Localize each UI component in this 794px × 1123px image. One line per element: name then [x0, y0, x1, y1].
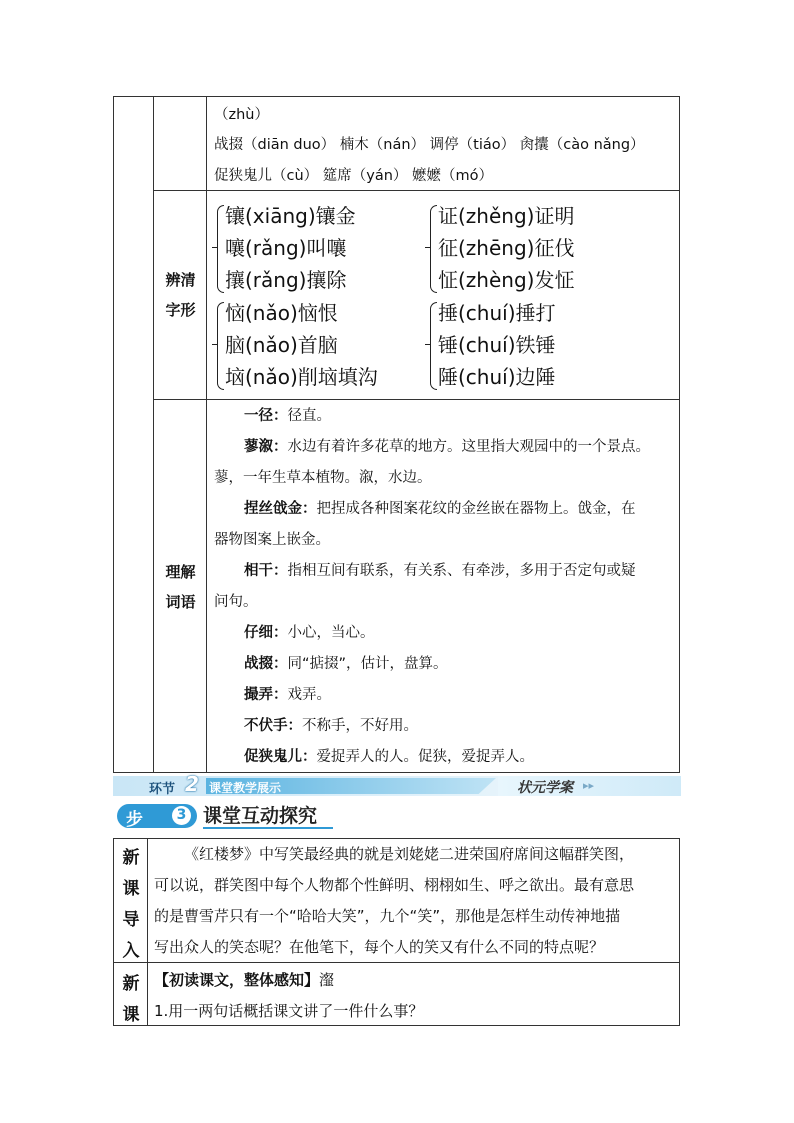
intro-label-char: 导 [122, 910, 140, 930]
vocab-entry: 一径：径直。 蓼溆：水边有着许多花草的地方。这里指大观园中的一个景点。 蓼，一年生草本植物。溆，水边。 捏丝戗金：把捏成各种图案花纹的金丝嵌在器物上。戗金，在 器物图案上嵌金。 相干：指相互间有联系，有关系、有牵涉，多用于否定句或疑 问句。 仔细：小心，当心。 战掇：同“掂掇”，估计，盘算。 撮弄：戏弄。 不伏手：不称手，不好用。 促狭鬼儿：爱捉弄人的人。促狭，爱捉弄人。 [214, 408, 650, 765]
glyph-item: 证(zhěng)证明 [438, 204, 575, 228]
brace [430, 205, 437, 293]
banner-prefix: 环节 [149, 782, 176, 797]
lesson-question: 1.用一两句话概括课文讲了一件什么事？ [154, 1002, 424, 1020]
glyph-item: 嚷(rǎng)叫嚷 [225, 236, 347, 260]
brace-tip [425, 247, 430, 248]
brand-logo: 状元学案 [517, 780, 573, 796]
glyph-item: 捶(chuí)捶打 [438, 301, 556, 325]
brace-tip [212, 344, 217, 345]
brand-arrow-icon: ▸▸ [583, 779, 595, 792]
intro-label-char: 课 [122, 879, 140, 899]
intro-label-char: 入 [122, 941, 140, 961]
brace [217, 205, 224, 293]
glyph-item: 恼(nǎo)恼恨 [225, 301, 338, 325]
banner-number: 2 [185, 772, 199, 796]
pinyin-line: （zhù） [214, 107, 269, 123]
glyph-item: 陲(chuí)边陲 [438, 365, 556, 389]
lesson-label-char: 新 [122, 974, 140, 994]
glyph-item: 攘(rǎng)攘除 [225, 268, 347, 292]
glyph-item: 锤(chuí)铁锤 [438, 333, 556, 357]
row-divider [154, 399, 679, 400]
step-label: 步骤 [126, 810, 143, 855]
brace [430, 302, 437, 390]
lesson-heading: 【初读课文，整体感知】 [154, 971, 320, 989]
brace-tip [425, 344, 430, 345]
step-underline [203, 827, 333, 829]
step-title: 课堂互动探究 [203, 805, 318, 827]
section-label-distinguish: 辨清 字形 [165, 271, 196, 319]
table-label-column [154, 97, 207, 772]
row-divider [154, 190, 679, 191]
vocabulary-table [113, 96, 680, 773]
glyph-item: 脑(nǎo)首脑 [225, 333, 338, 357]
glyph-item: 垴(nǎo)削垴填沟 [225, 365, 378, 389]
pinyin-line: 促狭鬼儿（cù） 筵席（yán） 嬷嬷（mó） [214, 168, 494, 184]
step-number: 3 [172, 806, 191, 825]
section-banner [113, 772, 681, 797]
lesson-heading-mark: 瀣 [319, 971, 335, 989]
lesson-table [113, 838, 680, 1026]
glyph-item: 怔(zhèng)发怔 [438, 268, 575, 292]
table-left-column [114, 97, 154, 772]
section-label-vocab: 理解 词语 [165, 563, 196, 611]
brace-tip [212, 247, 217, 248]
lesson-content [154, 965, 674, 1027]
glyph-item: 征(zhēng)征伐 [438, 236, 575, 260]
brace [217, 302, 224, 390]
intro-label-char: 新 [122, 848, 140, 868]
pinyin-line: 战掇（diān duo） 楠木（nán） 调停（tiáo） 肏攮（cào nǎng） [214, 137, 645, 153]
banner-title: 课堂教学展示 [209, 781, 282, 795]
intro-paragraph: 《红楼梦》中写笑最经典的就是刘姥姥二进荣国府席间这幅群笑图， 可以说，群笑图中每个人物都个性鲜明、栩栩如生、呼之欲出。最有意思 的是曹雪芹只有一个“哈哈大笑”，九个“笑”，那他是怎样生动传神地描 写出众人的笑态呢？在他笔下，每个人的笑又有什么不同的特点呢？ [154, 845, 635, 956]
lesson-label-char: 课 [122, 1005, 140, 1025]
glyph-item: 镶(xiāng)镶金 [225, 204, 356, 228]
